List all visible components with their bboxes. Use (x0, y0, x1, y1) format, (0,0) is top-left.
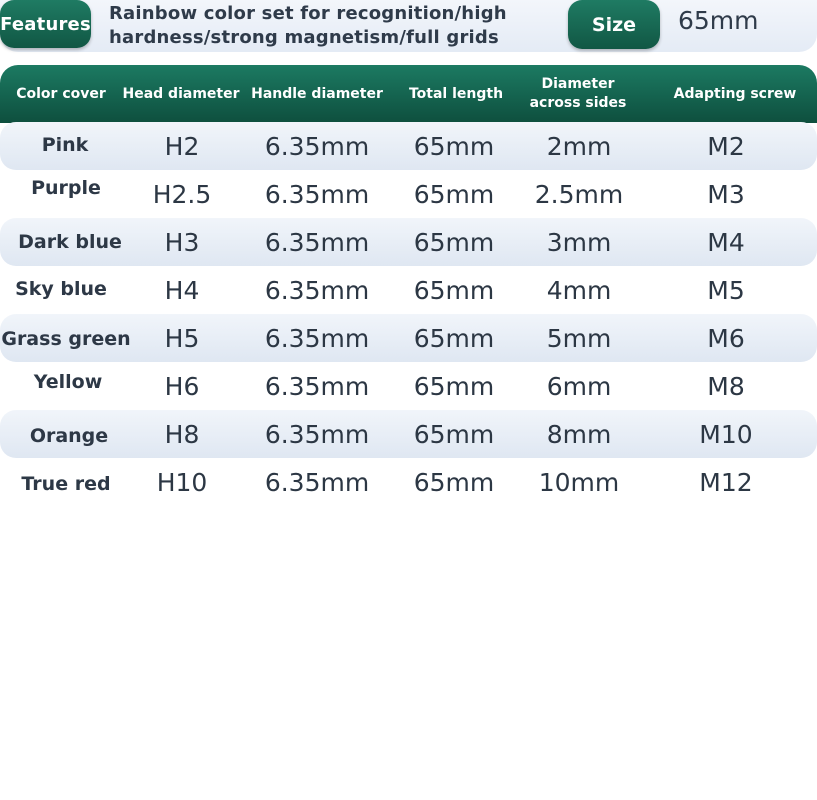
header-handle-diameter: Handle diameter (251, 85, 383, 102)
cell-color-cover: Orange (29, 425, 109, 447)
cell-head-diameter: H3 (164, 227, 200, 257)
table-row (0, 362, 817, 410)
cell-color-cover: Purple (31, 177, 101, 199)
cell-adapting-screw: M10 (699, 419, 753, 449)
cell-head-diameter: H2 (164, 131, 200, 161)
table-row (0, 122, 817, 170)
cell-total-length: 65mm (413, 227, 495, 257)
cell-handle-diameter: 6.35mm (264, 179, 370, 209)
table-row (0, 218, 817, 266)
cell-total-length: 65mm (413, 179, 495, 209)
cell-head-diameter: H8 (164, 419, 200, 449)
table-row (0, 314, 817, 362)
cell-adapting-screw: M4 (707, 227, 745, 257)
cell-adapting-screw: M3 (707, 179, 745, 209)
cell-adapting-screw: M5 (707, 275, 745, 305)
cell-diameter-across-sides: 8mm (546, 419, 612, 449)
table-row (0, 170, 817, 218)
cell-diameter-across-sides: 3mm (546, 227, 612, 257)
cell-adapting-screw: M12 (699, 467, 753, 497)
cell-handle-diameter: 6.35mm (264, 467, 370, 497)
cell-diameter-across-sides: 6mm (546, 371, 612, 401)
header-total-length: Total length (408, 85, 504, 102)
features-label-pill: Features (0, 0, 91, 48)
cell-handle-diameter: 6.35mm (264, 227, 370, 257)
table-row (0, 410, 817, 458)
size-value: 65mm (678, 6, 759, 35)
cell-color-cover: Sky blue (15, 278, 107, 300)
header-color-cover: Color cover (16, 85, 106, 102)
cell-total-length: 65mm (413, 323, 495, 353)
cell-diameter-across-sides: 4mm (546, 275, 612, 305)
cell-adapting-screw: M8 (707, 371, 745, 401)
cell-handle-diameter: 6.35mm (264, 371, 370, 401)
cell-head-diameter: H5 (164, 323, 200, 353)
size-label-pill: Size (568, 0, 660, 49)
cell-head-diameter: H4 (164, 275, 200, 305)
cell-diameter-across-sides: 10mm (538, 467, 620, 497)
cell-adapting-screw: M6 (707, 323, 745, 353)
cell-handle-diameter: 6.35mm (264, 323, 370, 353)
table-row (0, 458, 817, 506)
cell-total-length: 65mm (413, 419, 495, 449)
cell-color-cover: Yellow (33, 371, 103, 393)
cell-head-diameter: H2.5 (152, 179, 212, 209)
cell-diameter-across-sides: 2.5mm (534, 179, 624, 209)
cell-handle-diameter: 6.35mm (264, 275, 370, 305)
cell-total-length: 65mm (413, 467, 495, 497)
table-header (0, 65, 817, 123)
cell-head-diameter: H6 (164, 371, 200, 401)
features-description: Rainbow color set for recognition/high hardness/strong magnetism/full grids (109, 3, 507, 48)
cell-handle-diameter: 6.35mm (264, 131, 370, 161)
cell-color-cover: True red (21, 473, 111, 495)
cell-total-length: 65mm (413, 131, 495, 161)
cell-handle-diameter: 6.35mm (264, 419, 370, 449)
features-bar (0, 0, 817, 52)
cell-total-length: 65mm (413, 371, 495, 401)
header-head-diameter: Head diameter (122, 85, 240, 102)
cell-color-cover: Pink (41, 134, 89, 156)
cell-head-diameter: H10 (156, 467, 208, 497)
cell-color-cover: Grass green (1, 328, 131, 350)
cell-adapting-screw: M2 (707, 131, 745, 161)
cell-diameter-across-sides: 5mm (546, 323, 612, 353)
cell-total-length: 65mm (413, 275, 495, 305)
table-row (0, 266, 817, 314)
cell-diameter-across-sides: 2mm (546, 131, 612, 161)
header-adapting-screw: Adapting screw (673, 85, 797, 102)
cell-color-cover: Dark blue (18, 231, 122, 253)
header-diameter-across-sides: Diameter across sides (529, 76, 627, 111)
